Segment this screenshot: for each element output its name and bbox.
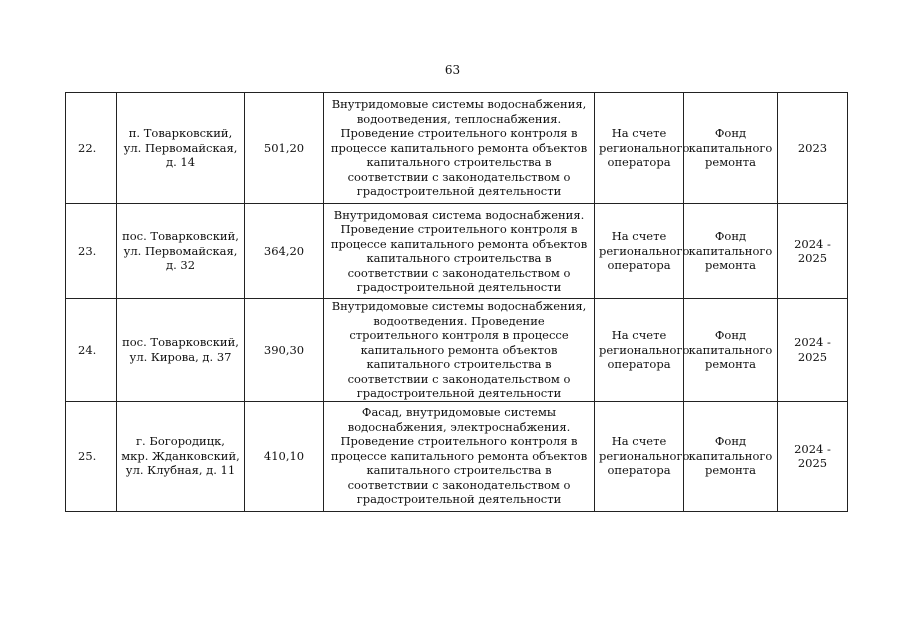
area-cell: 364,20 <box>245 204 324 299</box>
address-cell: п. Товарковский, ул. Первомайская, д. 14 <box>117 93 245 204</box>
works-cell: Внутридомовые системы водоснабжения, водоотведения. Проведение строительного контроля в процессе капитального ремонта объектов капитального строительства в соответствии с законодательством о градостроительной деятельности <box>324 299 595 402</box>
funding-source-cell: Фонд капитального ремонта <box>684 401 778 511</box>
account-cell: На счете регионального оператора <box>595 401 684 511</box>
row-number: 22. <box>66 93 117 204</box>
address-cell: пос. Товарковский, ул. Кирова, д. 37 <box>117 299 245 402</box>
area-cell: 390,30 <box>245 299 324 402</box>
area-cell: 410,10 <box>245 401 324 511</box>
account-cell: На счете регионального оператора <box>595 93 684 204</box>
table-row <box>66 401 848 511</box>
repair-plan-table <box>65 92 848 512</box>
works-cell: Фасад, внутридомовые системы водоснабжения, электроснабжения. Проведение строительного контроля в процессе капитального ремонта объектов капитального строительства в соответствии с законодательством о градостроительной деятельности <box>324 401 595 511</box>
row-number: 24. <box>66 299 117 402</box>
funding-source-cell: Фонд капитального ремонта <box>684 204 778 299</box>
table-row <box>66 204 848 299</box>
period-cell: 2024 - 2025 <box>778 401 848 511</box>
funding-source-cell: Фонд капитального ремонта <box>684 299 778 402</box>
period-cell: 2024 - 2025 <box>778 299 848 402</box>
account-cell: На счете регионального оператора <box>595 299 684 402</box>
funding-source-cell: Фонд капитального ремонта <box>684 93 778 204</box>
works-cell: Внутридомовые системы водоснабжения, водоотведения, теплоснабжения. Проведение строительного контроля в процессе капитального ремонта объектов капитального строительства в соответствии с законодательством о градостроительной деятельности <box>324 93 595 204</box>
row-number: 23. <box>66 204 117 299</box>
period-cell: 2023 <box>778 93 848 204</box>
table-row <box>66 93 848 204</box>
row-number: 25. <box>66 401 117 511</box>
area-cell: 501,20 <box>245 93 324 204</box>
page-number: 63 <box>444 63 461 77</box>
address-cell: г. Богородицк, мкр. Жданковский, ул. Клубная, д. 11 <box>117 401 245 511</box>
address-cell: пос. Товарковский, ул. Первомайская, д. 32 <box>117 204 245 299</box>
table-row <box>66 299 848 402</box>
period-cell: 2024 - 2025 <box>778 204 848 299</box>
works-cell: Внутридомовая система водоснабжения. Проведение строительного контроля в процессе капитального ремонта объектов капитального строительства в соответствии с законодательством о градостроительной деятельности <box>324 204 595 299</box>
account-cell: На счете регионального оператора <box>595 204 684 299</box>
